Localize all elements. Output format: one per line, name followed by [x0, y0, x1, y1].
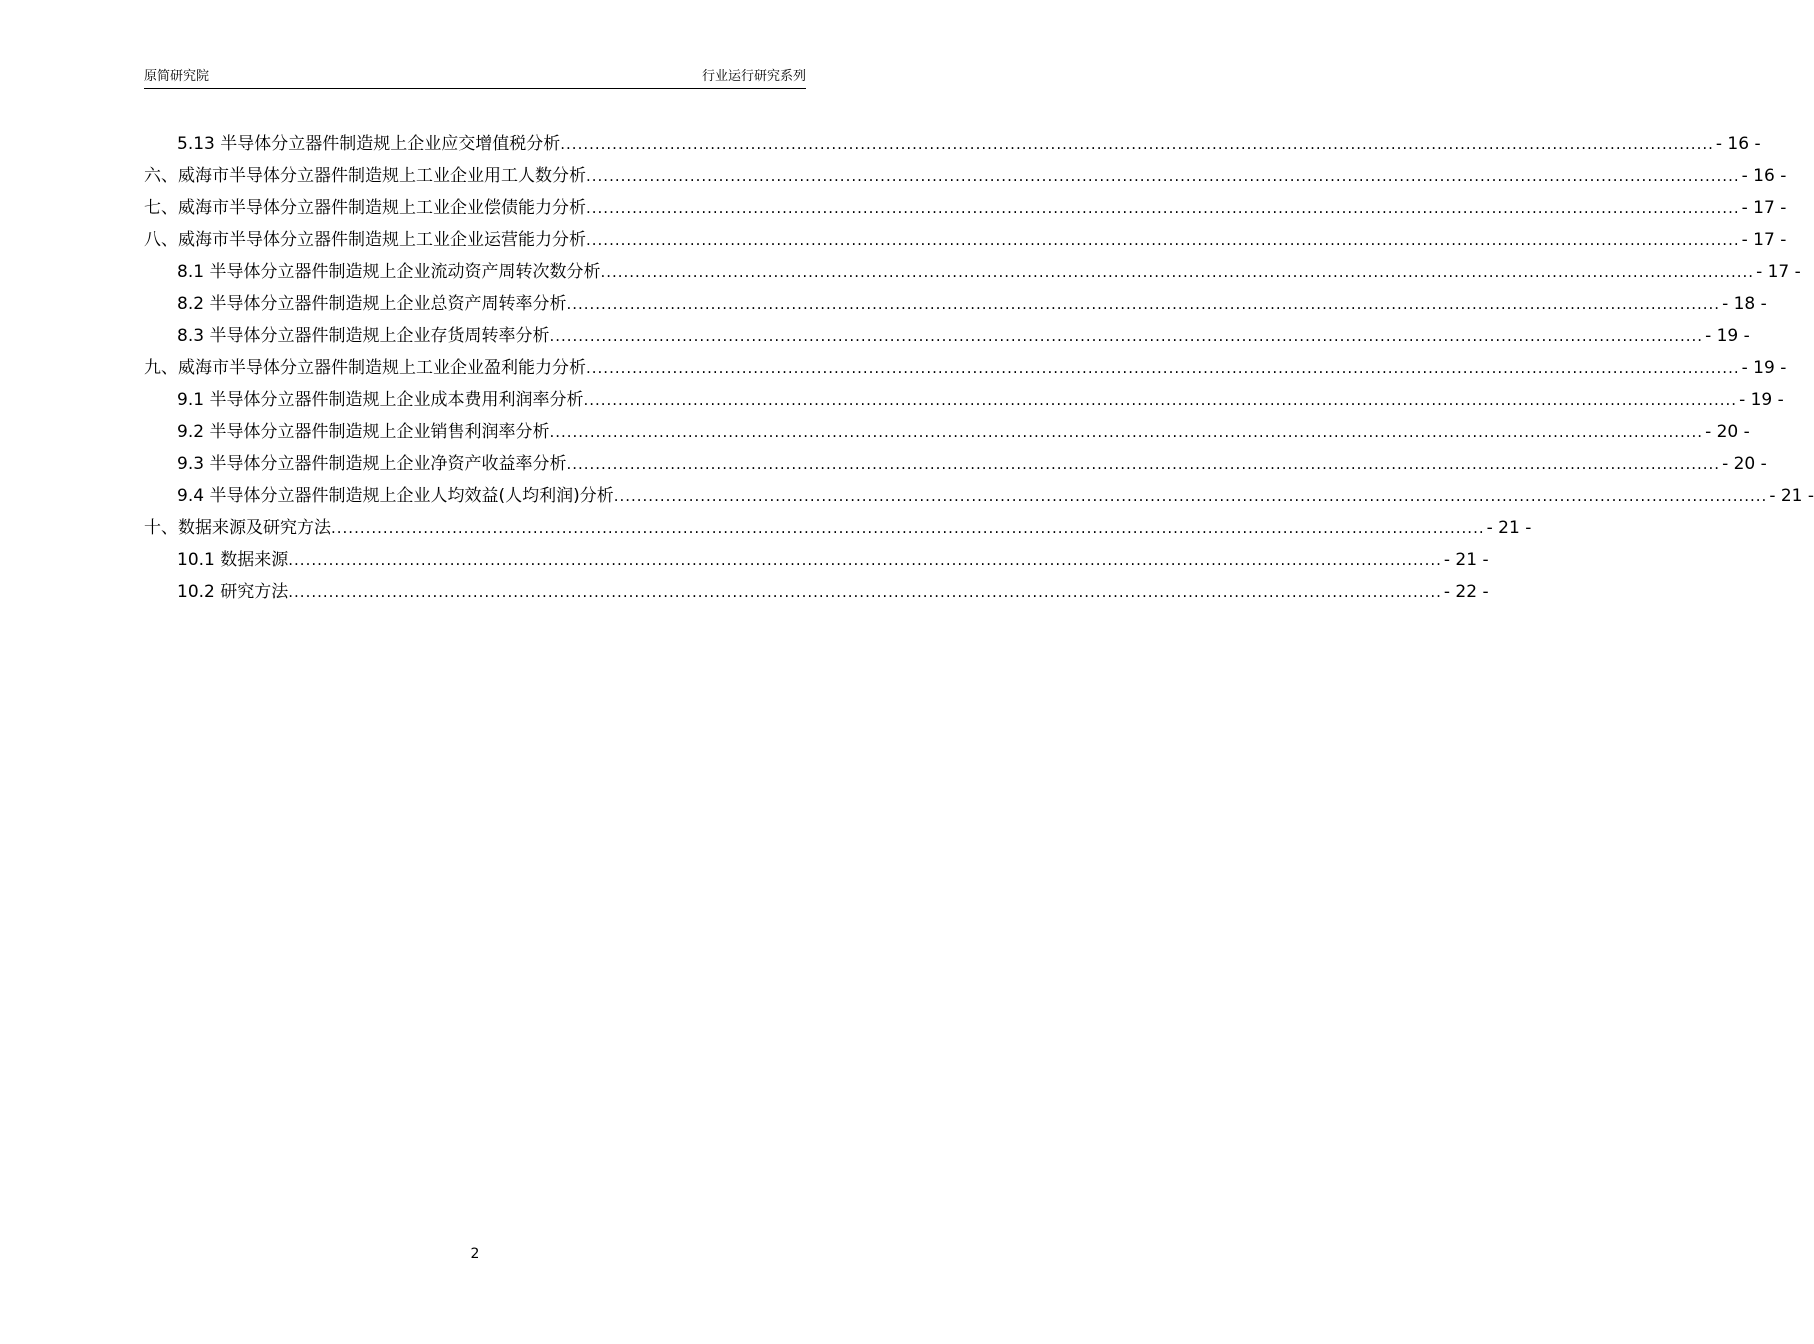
page-number: 2 — [470, 1246, 480, 1262]
toc-entry-title: 8.1 半导体分立器件制造规上企业流动资产周转次数分析 — [177, 262, 601, 282]
toc-dot-leader: ........................................................................................................................................................................................................ — [583, 391, 1738, 409]
toc-entry-page: - 17 - — [1741, 230, 1787, 250]
toc-entry-page: - 18 - — [1722, 294, 1767, 314]
toc-entry-page: - 19 - — [1741, 358, 1787, 378]
toc-entry[interactable] — [144, 480, 1814, 512]
toc-entry[interactable] — [144, 160, 1787, 192]
toc-entry-page: - 20 - — [1722, 454, 1767, 474]
toc-entry[interactable] — [144, 512, 1532, 544]
toc-entry-page: - 21 - — [1769, 486, 1814, 506]
header-right-text: 行业运行研究系列 — [701, 69, 806, 84]
toc-dot-leader: ........................................................................................................................................................................................................ — [586, 199, 1740, 217]
toc-entry[interactable] — [144, 384, 1784, 416]
toc-entry-title: 十、数据来源及研究方法 — [144, 518, 331, 538]
toc-entry-page: - 22 - — [1443, 582, 1489, 602]
toc-entry[interactable] — [144, 352, 1787, 384]
toc-entry-page: - 19 - — [1739, 390, 1784, 410]
header-left-text: 原简研究院 — [144, 69, 210, 84]
toc-entry-page: - 21 - — [1486, 518, 1532, 538]
toc-entry[interactable] — [144, 128, 1761, 160]
toc-entry-title: 9.4 半导体分立器件制造规上企业人均效益(人均利润)分析 — [177, 486, 614, 506]
toc-dot-leader: ........................................................................................................................................................................................................ — [331, 519, 1485, 537]
toc-entry-title: 10.1 数据来源 — [177, 550, 289, 570]
toc-entry-title: 9.2 半导体分立器件制造规上企业销售利润率分析 — [177, 422, 550, 442]
toc-dot-leader: ........................................................................................................................................................................................................ — [288, 583, 1442, 601]
toc-entry[interactable] — [144, 256, 1801, 288]
toc-dot-leader: ........................................................................................................................................................................................................ — [288, 551, 1442, 569]
toc-entry-title: 八、威海市半导体分立器件制造规上工业企业运营能力分析 — [144, 230, 586, 250]
toc-entry-page: - 16 - — [1715, 134, 1761, 154]
toc-dot-leader: ........................................................................................................................................................................................................ — [586, 231, 1740, 249]
toc-dot-leader: ........................................................................................................................................................................................................ — [566, 295, 1721, 313]
toc-dot-leader: ........................................................................................................................................................................................................ — [549, 327, 1704, 345]
toc-entry[interactable] — [144, 448, 1767, 480]
toc-dot-leader: ........................................................................................................................................................................................................ — [600, 263, 1755, 281]
toc-entry[interactable] — [144, 416, 1750, 448]
toc-entry-title: 9.3 半导体分立器件制造规上企业净资产收益率分析 — [177, 454, 567, 474]
toc-entry-page: - 16 - — [1741, 166, 1787, 186]
toc-dot-leader: ........................................................................................................................................................................................................ — [586, 359, 1740, 377]
toc-dot-leader: ........................................................................................................................................................................................................ — [586, 167, 1740, 185]
toc-entry-page: - 21 - — [1443, 550, 1489, 570]
toc-entry-title: 六、威海市半导体分立器件制造规上工业企业用工人数分析 — [144, 166, 586, 186]
toc-dot-leader: ........................................................................................................................................................................................................ — [613, 487, 1768, 505]
toc-entry-title: 5.13 半导体分立器件制造规上企业应交增值税分析 — [177, 134, 561, 154]
table-of-contents — [144, 128, 1814, 608]
toc-entry-title: 10.2 研究方法 — [177, 582, 289, 602]
toc-entry-title: 七、威海市半导体分立器件制造规上工业企业偿债能力分析 — [144, 198, 586, 218]
toc-entry-page: - 17 - — [1756, 262, 1801, 282]
toc-dot-leader: ........................................................................................................................................................................................................ — [566, 455, 1721, 473]
toc-entry[interactable] — [144, 192, 1787, 224]
toc-entry[interactable] — [144, 224, 1787, 256]
toc-entry[interactable] — [144, 544, 1489, 576]
toc-dot-leader: ........................................................................................................................................................................................................ — [549, 423, 1704, 441]
toc-entry[interactable] — [144, 320, 1750, 352]
toc-entry-page: - 17 - — [1741, 198, 1787, 218]
toc-entry[interactable] — [144, 576, 1489, 608]
toc-entry-title: 8.2 半导体分立器件制造规上企业总资产周转率分析 — [177, 294, 567, 314]
toc-entry-page: - 20 - — [1705, 422, 1750, 442]
toc-entry[interactable] — [144, 288, 1767, 320]
toc-entry-page: - 19 - — [1705, 326, 1750, 346]
toc-dot-leader: ........................................................................................................................................................................................................ — [560, 135, 1714, 153]
page-header — [144, 68, 806, 89]
toc-entry-title: 9.1 半导体分立器件制造规上企业成本费用利润率分析 — [177, 390, 584, 410]
toc-entry-title: 8.3 半导体分立器件制造规上企业存货周转率分析 — [177, 326, 550, 346]
toc-entry-title: 九、威海市半导体分立器件制造规上工业企业盈利能力分析 — [144, 358, 586, 378]
